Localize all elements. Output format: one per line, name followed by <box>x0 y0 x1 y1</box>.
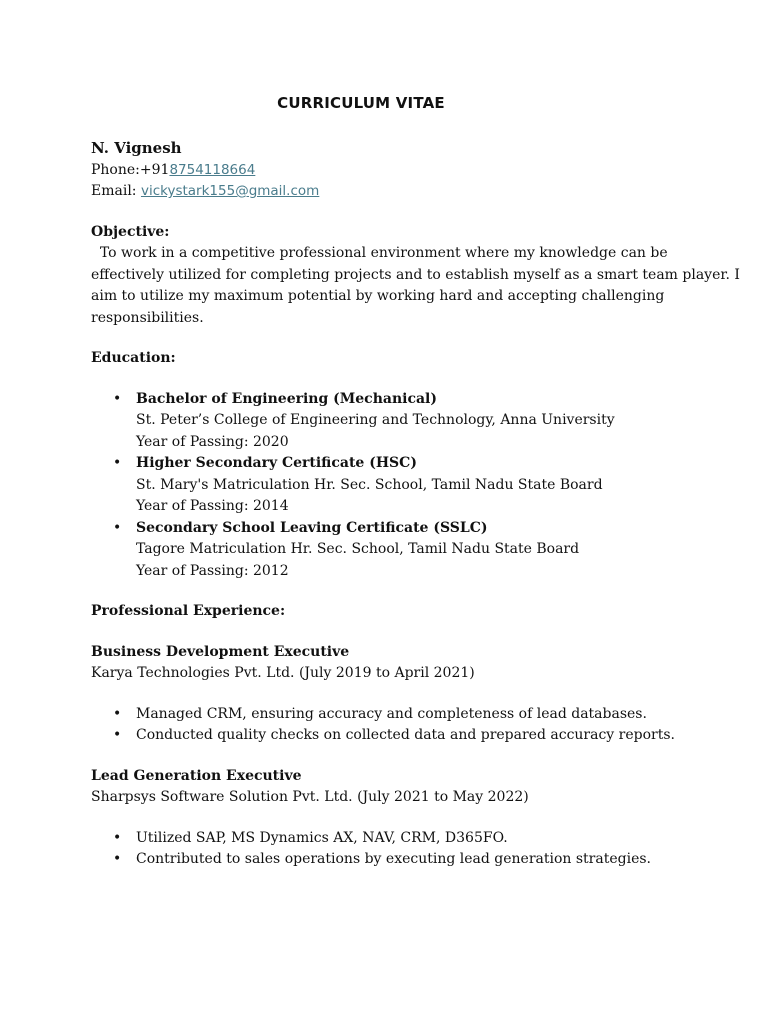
bullet-icon: • <box>113 455 122 471</box>
job-role: Business Development Executive <box>91 643 350 660</box>
phone-link[interactable]: 8754118664 <box>169 161 256 178</box>
job-point-text: Contributed to sales operations by executing lead generation strategies. <box>136 851 651 867</box>
job-point-text: Managed CRM, ensuring accuracy and completeness of lead databases. <box>136 705 647 722</box>
education-degree: Bachelor of Engineering (Mechanical) <box>136 390 437 407</box>
job-points <box>91 704 691 747</box>
objective-heading: Objective: <box>91 223 170 240</box>
job-company: Sharpsys Software Solution Pvt. Ltd. (July 2021 to May 2022) <box>91 789 529 805</box>
document-title: CURRICULUM VITAE <box>277 94 445 112</box>
job-point <box>91 704 691 726</box>
candidate-name: N. Vignesh <box>91 139 182 157</box>
education-year: Year of Passing: 2014 <box>136 498 289 514</box>
bullet-icon: • <box>113 829 122 846</box>
education-degree: Higher Secondary Certificate (HSC) <box>136 455 417 471</box>
education-list <box>91 389 691 583</box>
job-point <box>91 725 691 747</box>
phone-line <box>91 160 691 182</box>
job-point <box>91 849 691 871</box>
education-item <box>91 518 691 583</box>
email-link[interactable]: vickystark155@gmail.com <box>140 183 320 199</box>
education-institution: St. Mary's Matriculation Hr. Sec. School, Tamil Nadu State Board <box>136 476 603 493</box>
job-points <box>91 828 691 871</box>
job-point <box>91 828 691 850</box>
education-year: Year of Passing: 2020 <box>136 433 289 450</box>
objective-line-3: aim to utilize my maximum potential by working hard and accepting challenging <box>91 288 665 304</box>
education-heading: Education: <box>91 350 176 366</box>
bullet-icon: • <box>113 851 122 867</box>
email-label: Email: <box>91 183 141 199</box>
bullet-icon: • <box>113 705 122 722</box>
phone-label: Phone:+91 <box>91 161 170 178</box>
education-year: Year of Passing: 2012 <box>136 562 289 579</box>
email-line <box>91 181 691 203</box>
education-degree: Secondary School Leaving Certificate (SSLC) <box>136 519 488 536</box>
job-point-text: Utilized SAP, MS Dynamics AX, NAV, CRM, D365FO. <box>136 829 508 846</box>
objective-line-4: responsibilities. <box>91 309 204 326</box>
bullet-icon: • <box>113 390 122 407</box>
education-item <box>91 453 691 518</box>
objective-line-2: effectively utilized for completing projects and to establish myself as a smart team player. I <box>91 266 740 283</box>
experience-heading: Professional Experience: <box>91 603 286 619</box>
job-point-text: Conducted quality checks on collected data and prepared accuracy reports. <box>136 727 675 743</box>
job-role: Lead Generation Executive <box>91 767 302 784</box>
education-item <box>91 389 691 454</box>
bullet-icon: • <box>113 519 122 536</box>
cv-content <box>91 138 740 871</box>
education-institution: Tagore Matriculation Hr. Sec. School, Tamil Nadu State Board <box>136 541 580 557</box>
bullet-icon: • <box>113 727 122 743</box>
job-company: Karya Technologies Pvt. Ltd. (July 2019 to April 2021) <box>91 665 475 681</box>
education-institution: St. Peter’s College of Engineering and Technology, Anna University <box>136 412 615 428</box>
objective-line-1: To work in a competitive professional environment where my knowledge can be <box>91 245 668 261</box>
